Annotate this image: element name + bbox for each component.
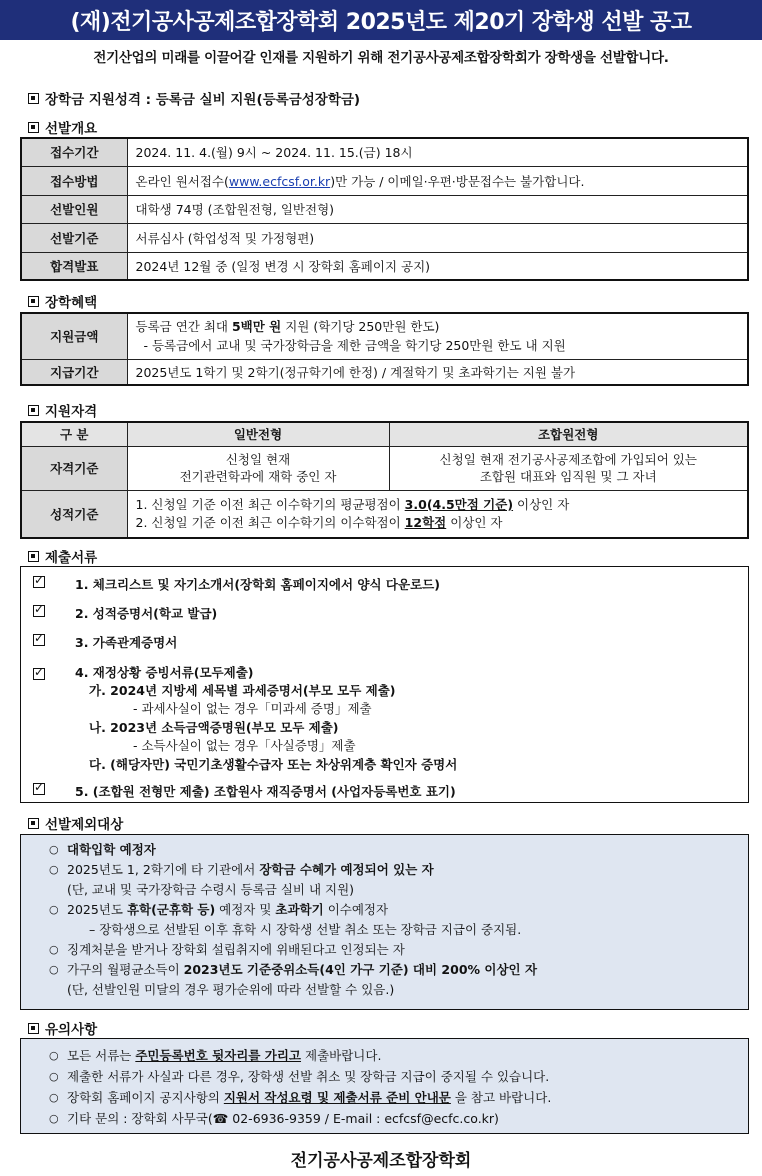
table-row: 선발기준 서류심사 (학업성적 및 가정형편) (21, 223, 748, 252)
list-item: ○ 대학입학 예정자 (67, 840, 734, 860)
list-item: ✓ 5. (조합원 전형만 제출) 조합원사 재직증명서 (사업자등록번호 표기) (33, 782, 736, 800)
section-documents-heading: 제출서류 (28, 546, 97, 566)
list-item: ○ 기타 문의 : 장학회 사무국(☎ 02-6936-9359 / E-mail : ecfcsf@ecfc.co.kr) (67, 1108, 734, 1129)
section-overview-heading: 선발개요 (28, 117, 97, 137)
checkbox-icon (33, 634, 45, 646)
checkbox-icon (33, 668, 45, 680)
benefit-table (20, 312, 749, 386)
exclusions-box: ○ 대학입학 예정자 ○ 2025년도 1, 2학기에 타 기관에서 장학금 수혜가 예정되어 있는 자 (단, 교내 및 국가장학금 수령시 등록금 실비 내 지원) ○ 2025년도 휴학(군휴학 등) 예정자 및 초과학기 이수예정자 – 장학생으로 선발된 이후 휴학 시 장학생 선발 취소 또는 장학금 지급이 중지됨. ○ 징계처분을 받거나 장학회 설립취지에 위배된다고 인정되는 자 ○ 가구의 월평균소득이 2023년도 기준중위소득(4인 가구 기준) 대비 200% 이상인 자 (단, 선발인원 미달의 경우 평가순위에 따라 선발할 수 있음.) (20, 834, 749, 1010)
list-item: ○ 가구의 월평균소득이 2023년도 기준중위소득(4인 가구 기준) 대비 200% 이상인 자 (67, 960, 734, 980)
table-row: 자격기준 신청일 현재 전기관련학과에 재학 중인 자 신청일 현재 전기공사공제조합에 가입되어 있는 조합원 대표와 임직원 및 그 자녀 (21, 446, 748, 490)
notes-box (20, 1038, 749, 1134)
page-title: (재)전기공사공제조합장학회 2025년도 제20기 장학생 선발 공고 (0, 0, 762, 40)
checkbox-icon (33, 783, 45, 795)
table-row: 선발인원 대학생 74명 (조합원전형, 일반전형) (21, 195, 748, 223)
square-bullet-icon (28, 405, 39, 416)
section-benefit-heading: 장학혜택 (28, 291, 97, 311)
eligibility-table (20, 421, 749, 539)
list-item: ○ 2025년도 휴학(군휴학 등) 예정자 및 초과학기 이수예정자 (67, 900, 734, 920)
section-exclusions-heading: 선발제외대상 (28, 813, 123, 833)
square-bullet-icon (28, 122, 39, 133)
documents-box: ✓ 1. 체크리스트 및 자기소개서(장학회 홈페이지에서 양식 다운로드) ✓ 2. 성적증명서(학교 발급) ✓ 3. 가족관계증명서 ✓ 4. 재정상황 증빙서류(모두제출) 가. 2024년 지방세 세목별 과세증명서(부모 모두 제출) - 과세사실이 없는 경우「미과세 증명」제출 나. 2023년 소득금액증명원(부모 모두 제출) - 소득사실이 없는 경우「사실증명」제출 다. (해당자만) 국민기초생활수급자 또는 차상위계층 확인자 증명서 ✓ 5. (조합원 전형만 제출) 조합원사 재직증명서 (사업자등록번호 표기) (20, 566, 749, 803)
list-item: ✓ 3. 가족관계증명서 (33, 633, 736, 651)
website-link[interactable]: www.ecfcsf.or.kr (228, 173, 331, 189)
list-item: ✓ 4. 재정상황 증빙서류(모두제출) (33, 663, 736, 681)
organization-footer: 전기공사공제조합장학회 (290, 1151, 472, 1171)
list-item: ✓ 1. 체크리스트 및 자기소개서(장학회 홈페이지에서 양식 다운로드) (33, 575, 736, 593)
checkbox-icon (33, 576, 45, 588)
table-row: 접수기간 2024. 11. 4.(월) 9시 ~ 2024. 11. 15.(금) 18시 (21, 138, 748, 166)
table-row: 성적기준 1. 신청일 기준 이전 최근 이수학기의 평균평점이 3.0(4.5만점 기준) 이상인 자 2. 신청일 기준 이전 최근 이수학기의 이수학점이 12학점 이상인 자 (21, 490, 748, 538)
section-notes-heading: 유의사항 (28, 1018, 97, 1038)
list-item: ○ 장학회 홈페이지 공지사항의 지원서 작성요령 및 제출서류 준비 안내문 을 참고 바랍니다. (67, 1087, 734, 1108)
section-eligibility-heading: 지원자격 (28, 400, 97, 420)
square-bullet-icon (28, 818, 39, 829)
checkbox-icon (33, 605, 45, 617)
table-row: 접수방법 온라인 원서접수(www.ecfcsf.or.kr)만 가능 / 이메일·우편·방문접수는 불가합니다. (21, 166, 748, 195)
square-bullet-icon (28, 551, 39, 562)
list-item: ○ 제출한 서류가 사실과 다른 경우, 장학생 선발 취소 및 장학금 지급이 중지될 수 있습니다. (67, 1066, 734, 1087)
table-row: 합격발표 2024년 12월 중 (일정 변경 시 장학회 홈페이지 공지) (21, 252, 748, 280)
square-bullet-icon (28, 93, 39, 104)
nature-text: 장학금 지원성격 : 등록금 실비 지원(등록금성장학금) (45, 92, 361, 108)
list-item: ○ 2025년도 1, 2학기에 타 기관에서 장학금 수혜가 예정되어 있는 자 (67, 860, 734, 880)
section-nature (28, 88, 360, 108)
intro-text: 전기산업의 미래를 이끌어갈 인재를 지원하기 위해 전기공사공제조합장학회가 장학생을 선발합니다. (93, 50, 669, 66)
list-item: ✓ 2. 성적증명서(학교 발급) (33, 604, 736, 622)
square-bullet-icon (28, 296, 39, 307)
square-bullet-icon (28, 1023, 39, 1034)
list-item: ○ 징계처분을 받거나 장학회 설립취지에 위배된다고 인정되는 자 (67, 940, 734, 960)
table-row: 구 분 일반전형 조합원전형 (21, 422, 748, 446)
list-item: ○ 모든 서류는 주민등록번호 뒷자리를 가리고 제출바랍니다. (67, 1045, 734, 1066)
overview-table (20, 137, 749, 281)
table-row: 지급기간 2025년도 1학기 및 2학기(정규학기에 한정) / 계절학기 및 초과학기는 지원 불가 (21, 359, 748, 385)
table-row: 지원금액 등록금 연간 최대 5백만 원 지원 (학기당 250만원 한도) - 등록금에서 교내 및 국가장학금을 제한 금액을 학기당 250만원 한도 내 지원 (21, 313, 748, 359)
